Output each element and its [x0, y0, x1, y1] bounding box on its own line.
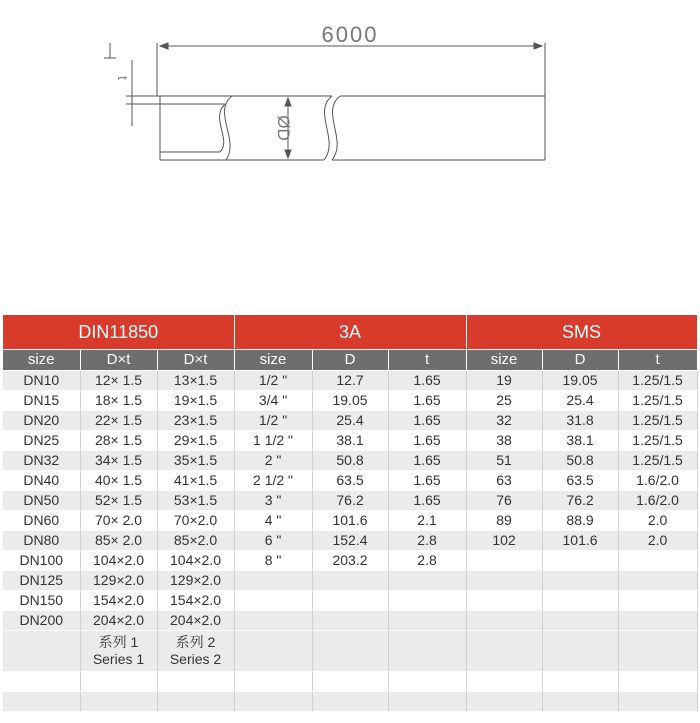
table-cell: 40× 1.5	[80, 471, 157, 491]
table-cell	[388, 631, 466, 672]
table-cell	[466, 631, 542, 672]
empty-row	[3, 692, 697, 712]
table-cell: 63.5	[542, 471, 618, 491]
table-cell: 76	[466, 491, 542, 511]
table-cell	[80, 672, 157, 692]
table-cell: 2.8	[388, 531, 466, 551]
table-cell: 38.1	[312, 431, 388, 451]
table-cell: DN125	[3, 571, 80, 591]
standard-group-row	[3, 315, 697, 350]
table-cell: DN60	[3, 511, 80, 531]
table-cell	[618, 571, 697, 591]
table-cell: 154×2.0	[80, 591, 157, 611]
series-2-cn: 系列 2	[175, 634, 216, 650]
table-row	[3, 611, 697, 631]
table-cell: 25.4	[312, 411, 388, 431]
table-cell	[312, 571, 388, 591]
table-cell: 53×1.5	[157, 491, 234, 511]
table-cell	[80, 692, 157, 712]
table-cell: 1/2 "	[234, 411, 312, 431]
table-cell: 1.25/1.5	[618, 371, 697, 391]
length-label: 6000	[321, 22, 379, 47]
table-cell	[466, 611, 542, 631]
table-cell: 104×2.0	[80, 551, 157, 571]
table-cell	[312, 631, 388, 672]
table-cell: 34× 1.5	[80, 451, 157, 471]
table-cell: 19.05	[542, 371, 618, 391]
table-cell	[388, 692, 466, 712]
column-header: t	[618, 350, 697, 371]
table-cell	[466, 551, 542, 571]
table-cell	[542, 551, 618, 571]
column-header: t	[388, 350, 466, 371]
table-cell: 1.6/2.0	[618, 471, 697, 491]
table-cell: 19.05	[312, 391, 388, 411]
table-cell	[234, 571, 312, 591]
series-1-en: Series 1	[92, 651, 145, 667]
table-cell: 203.2	[312, 551, 388, 571]
table-cell: 25.4	[542, 391, 618, 411]
table-cell	[618, 631, 697, 672]
column-header-row	[3, 350, 697, 371]
table-row	[3, 371, 697, 391]
table-cell	[312, 611, 388, 631]
table-row	[3, 551, 697, 571]
table-row	[3, 491, 697, 511]
table-cell: 38	[466, 431, 542, 451]
table-cell: 3 "	[234, 491, 312, 511]
table-cell: DN80	[3, 531, 80, 551]
table-cell: 63.5	[312, 471, 388, 491]
table-row	[3, 571, 697, 591]
table-cell: 28× 1.5	[80, 431, 157, 451]
table-cell: DN32	[3, 451, 80, 471]
table-cell	[618, 611, 697, 631]
column-header: D×t	[157, 350, 234, 371]
table-cell: 18× 1.5	[80, 391, 157, 411]
column-header: D	[312, 350, 388, 371]
table-cell: 32	[466, 411, 542, 431]
table-row	[3, 471, 697, 491]
pipe-spec-table	[3, 315, 698, 712]
empty-row	[3, 672, 697, 692]
table-cell: 89	[466, 511, 542, 531]
column-header: D×t	[80, 350, 157, 371]
table-cell	[618, 672, 697, 692]
table-cell: 85×2.0	[157, 531, 234, 551]
table-cell: 2.0	[618, 511, 697, 531]
table-cell: 3/4 "	[234, 391, 312, 411]
table-cell: 50.8	[542, 451, 618, 471]
table-cell: 154×2.0	[157, 591, 234, 611]
table-cell: 1.65	[388, 491, 466, 511]
table-cell: 2.0	[618, 531, 697, 551]
table-cell: 1.25/1.5	[618, 431, 697, 451]
table-cell	[234, 591, 312, 611]
table-cell: 204×2.0	[157, 611, 234, 631]
column-header: size	[3, 350, 80, 371]
table-cell: 204×2.0	[80, 611, 157, 631]
table-cell: 4 "	[234, 511, 312, 531]
column-header: size	[466, 350, 542, 371]
table-cell	[3, 692, 80, 712]
table-cell: 63	[466, 471, 542, 491]
table-cell: DN200	[3, 611, 80, 631]
table-cell: 8 "	[234, 551, 312, 571]
table-cell: 2 "	[234, 451, 312, 471]
table-cell: 35×1.5	[157, 451, 234, 471]
table-cell: 1.65	[388, 451, 466, 471]
table-cell	[542, 672, 618, 692]
table-cell	[234, 611, 312, 631]
table-cell: 88.9	[542, 511, 618, 531]
table-cell	[542, 611, 618, 631]
table-cell	[157, 672, 234, 692]
table-row	[3, 511, 697, 531]
table-cell	[234, 692, 312, 712]
table-cell: 19×1.5	[157, 391, 234, 411]
table-cell: 76.2	[542, 491, 618, 511]
table-cell: 13×1.5	[157, 371, 234, 391]
pipe-dimension-drawing	[0, 0, 700, 230]
table-cell	[388, 611, 466, 631]
table-cell	[312, 591, 388, 611]
table-cell: DN15	[3, 391, 80, 411]
table-cell	[312, 672, 388, 692]
table-cell: 29×1.5	[157, 431, 234, 451]
table-cell: 1/2 "	[234, 371, 312, 391]
series-1-cn: 系列 1	[98, 634, 139, 650]
diameter-label: ØD	[274, 115, 293, 141]
table-cell: 52× 1.5	[80, 491, 157, 511]
table-cell: DN50	[3, 491, 80, 511]
table-cell: 51	[466, 451, 542, 471]
table-cell	[3, 672, 80, 692]
series-2-label	[157, 631, 234, 672]
table-cell	[234, 631, 312, 672]
table-cell: 19	[466, 371, 542, 391]
table-cell: 1.65	[388, 391, 466, 411]
table-cell: 1.25/1.5	[618, 451, 697, 471]
group-din11850: DIN11850	[3, 315, 234, 350]
table-cell	[542, 571, 618, 591]
table-cell	[388, 571, 466, 591]
table-cell: 1.25/1.5	[618, 391, 697, 411]
table-cell: 152.4	[312, 531, 388, 551]
table-cell: 129×2.0	[157, 571, 234, 591]
table-cell	[542, 631, 618, 672]
table-cell	[466, 591, 542, 611]
group-3a: 3A	[234, 315, 466, 350]
table-row	[3, 411, 697, 431]
table-row	[3, 431, 697, 451]
table-cell: 129×2.0	[80, 571, 157, 591]
table-cell: DN150	[3, 591, 80, 611]
table-cell: 25	[466, 391, 542, 411]
series-1-label	[80, 631, 157, 672]
table-cell: 23×1.5	[157, 411, 234, 431]
table-cell	[388, 672, 466, 692]
thickness-label: t	[115, 76, 131, 80]
table-cell: 101.6	[542, 531, 618, 551]
table-cell: 1.65	[388, 471, 466, 491]
table-cell: 22× 1.5	[80, 411, 157, 431]
table-cell	[466, 692, 542, 712]
table-cell	[157, 692, 234, 712]
table-cell: DN40	[3, 471, 80, 491]
table-cell	[618, 551, 697, 571]
table-cell	[618, 692, 697, 712]
group-sms: SMS	[466, 315, 697, 350]
table-row	[3, 591, 697, 611]
table-cell: DN20	[3, 411, 80, 431]
table-row	[3, 451, 697, 471]
table-cell: 101.6	[312, 511, 388, 531]
table-cell: 1 1/2 "	[234, 431, 312, 451]
table-cell: 12× 1.5	[80, 371, 157, 391]
table-cell: 104×2.0	[157, 551, 234, 571]
table-cell: DN25	[3, 431, 80, 451]
table-cell: 2.1	[388, 511, 466, 531]
table-cell: 6 "	[234, 531, 312, 551]
table-cell: 2.8	[388, 551, 466, 571]
table-cell: 1.25/1.5	[618, 411, 697, 431]
table-cell: 50.8	[312, 451, 388, 471]
table-cell: 2 1/2 "	[234, 471, 312, 491]
column-header: D	[542, 350, 618, 371]
table-cell	[312, 692, 388, 712]
table-cell: 38.1	[542, 431, 618, 451]
table-row	[3, 531, 697, 551]
table-cell: 1.6/2.0	[618, 491, 697, 511]
table-cell	[388, 591, 466, 611]
table-cell: 31.8	[542, 411, 618, 431]
table-cell: 1.65	[388, 371, 466, 391]
table-cell	[3, 631, 80, 672]
table-cell: DN100	[3, 551, 80, 571]
table-cell	[618, 591, 697, 611]
table-cell	[466, 672, 542, 692]
table-cell: 70×2.0	[157, 511, 234, 531]
series-row	[3, 631, 697, 672]
table-cell: 1.65	[388, 431, 466, 451]
table-cell: 85× 2.0	[80, 531, 157, 551]
table-cell: DN10	[3, 371, 80, 391]
table-cell: 102	[466, 531, 542, 551]
series-2-en: Series 2	[169, 651, 222, 667]
table-cell	[466, 571, 542, 591]
table-cell: 41×1.5	[157, 471, 234, 491]
table-cell: 70× 2.0	[80, 511, 157, 531]
table-cell	[542, 591, 618, 611]
column-header: size	[234, 350, 312, 371]
table-cell: 1.65	[388, 411, 466, 431]
table-cell: 76.2	[312, 491, 388, 511]
table-row	[3, 391, 697, 411]
table-cell: 12.7	[312, 371, 388, 391]
table-cell	[542, 692, 618, 712]
table-cell	[234, 672, 312, 692]
